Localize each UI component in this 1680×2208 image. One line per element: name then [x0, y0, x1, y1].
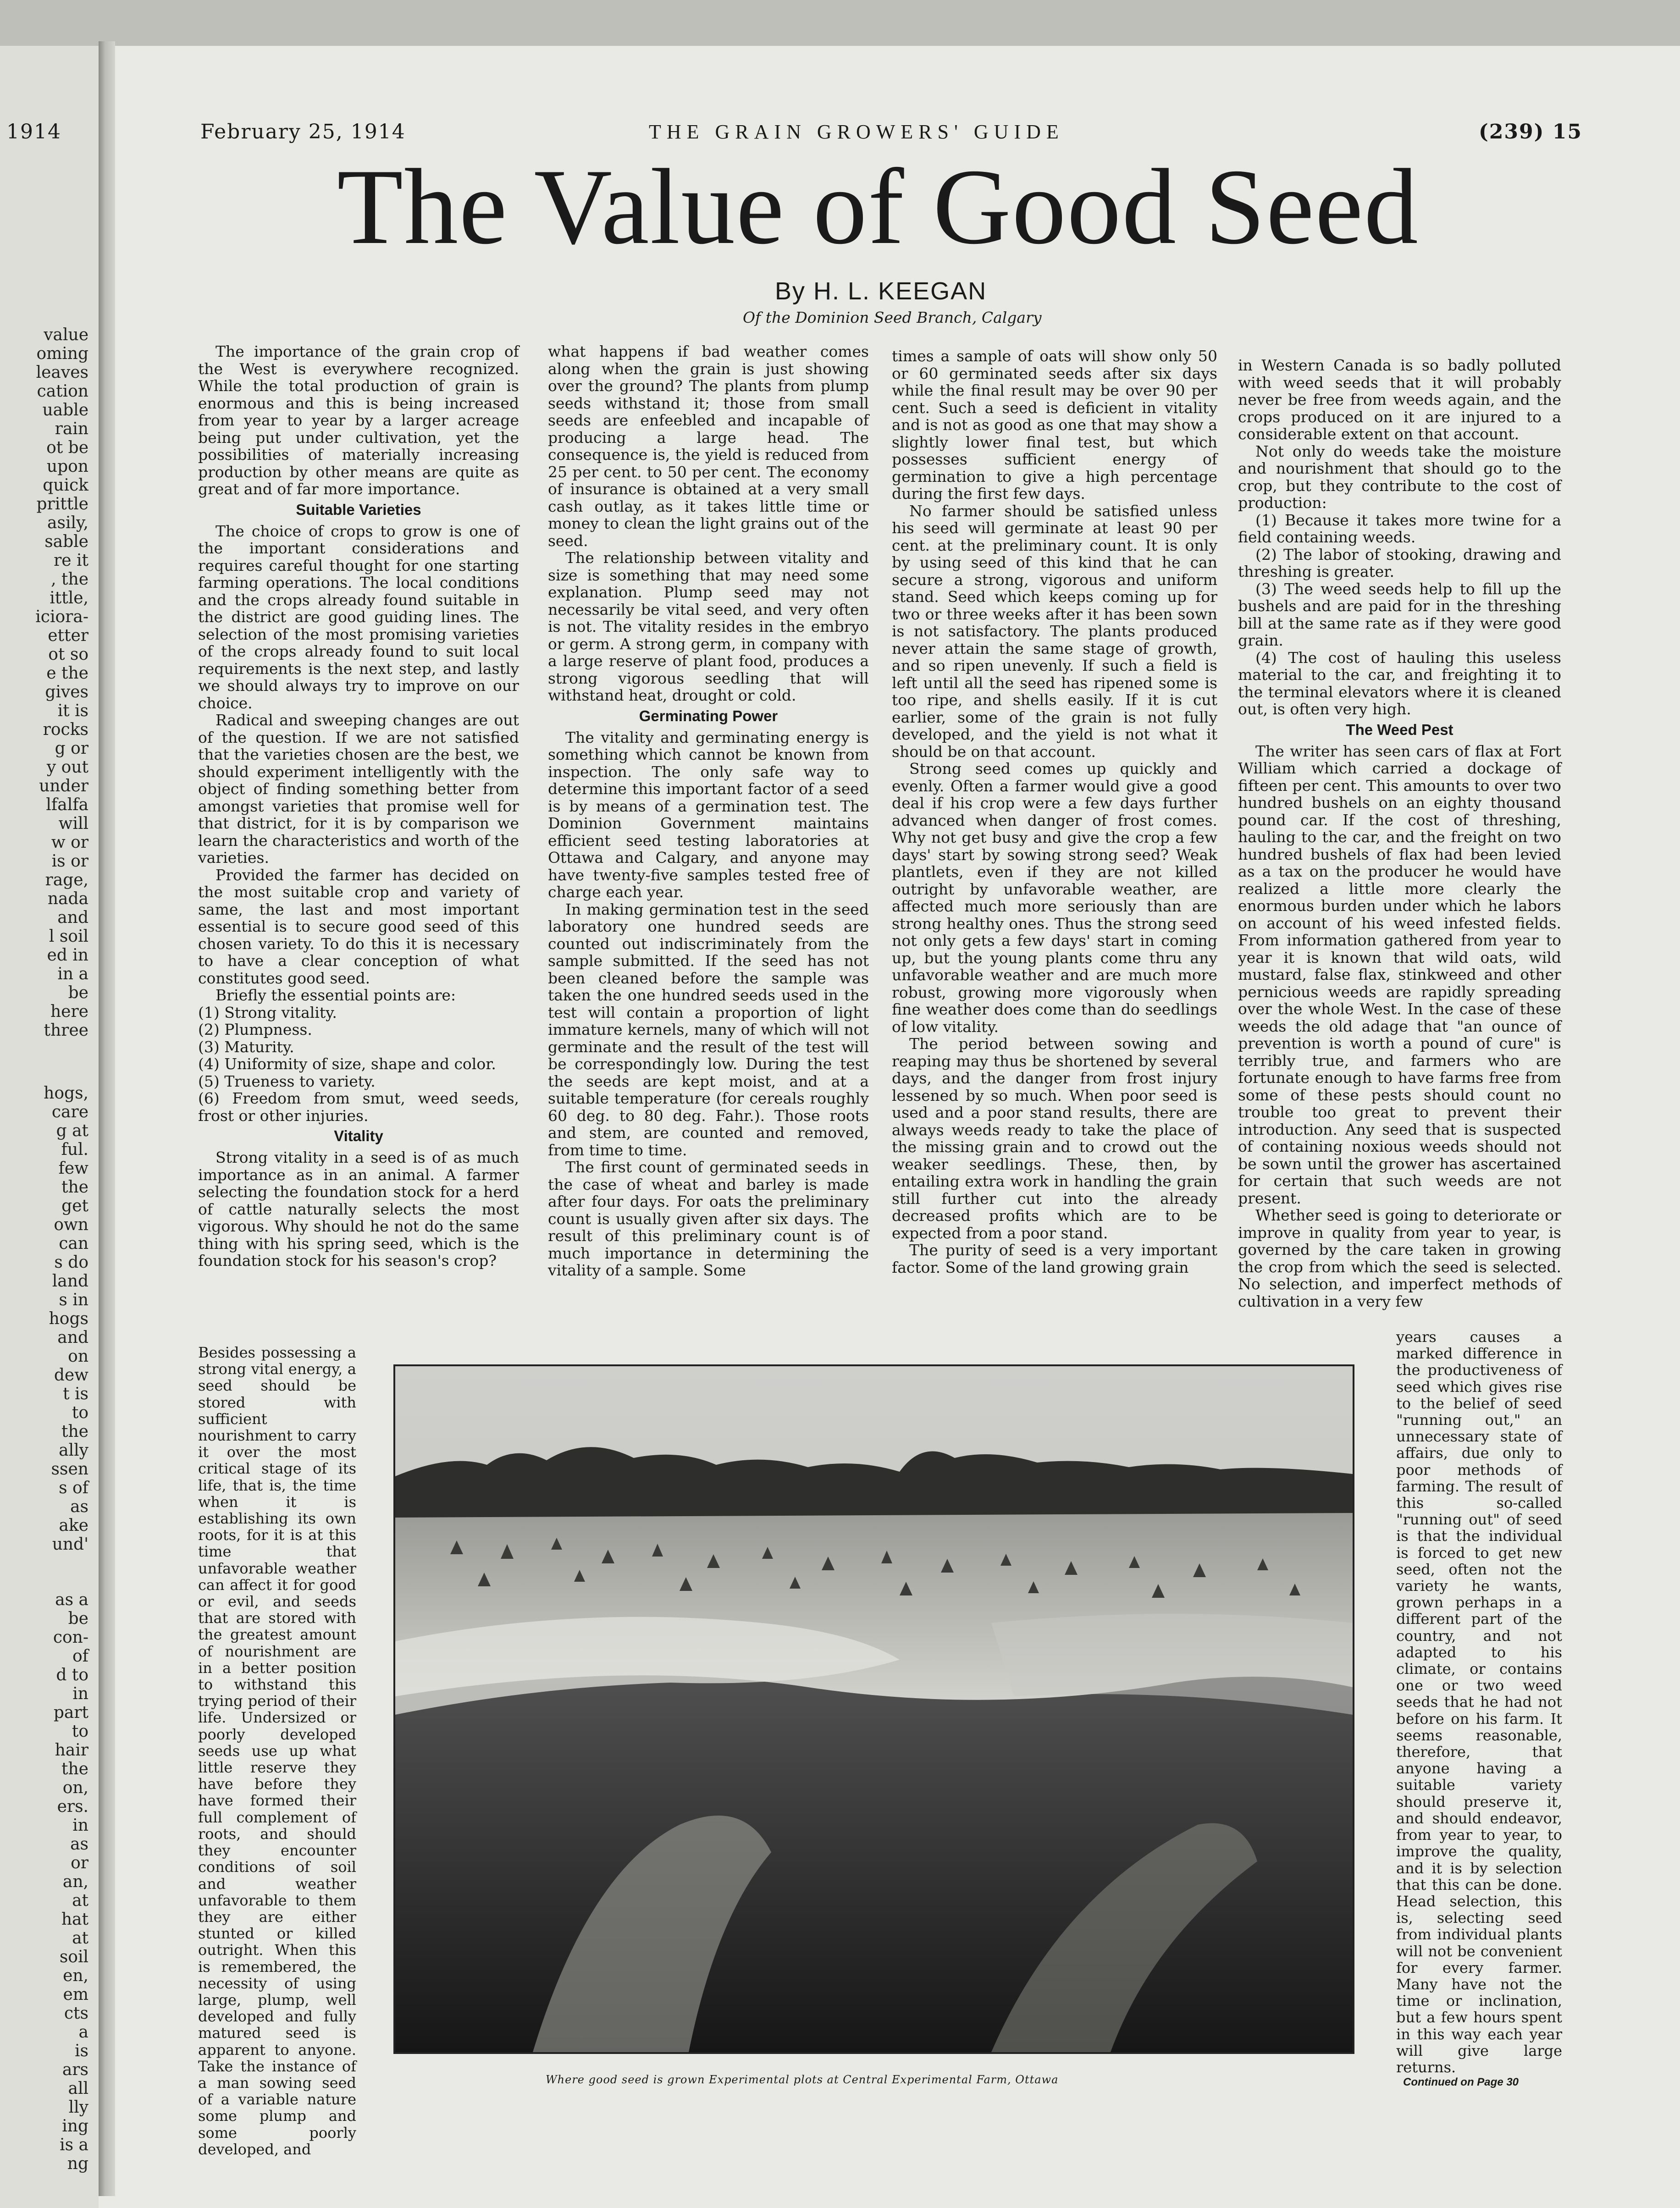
column-3 — [892, 348, 1217, 1276]
previous-page-fragment: and — [57, 908, 88, 927]
previous-page-fragment: in a — [57, 965, 88, 983]
previous-page-fragment: hat — [61, 1910, 88, 1929]
previous-page-fragment: ars — [62, 2060, 88, 2079]
previous-page-fragment: etter — [48, 626, 88, 645]
previous-page-fragment: as — [70, 1497, 88, 1516]
previous-page-fragment: is or — [51, 852, 88, 871]
list-item: (1) Strong vitality. — [198, 1003, 337, 1021]
previous-page-fragment: value — [44, 326, 88, 344]
previous-page-fragment: ful. — [61, 1140, 88, 1159]
paragraph: The first count of germinated seeds in the case of wheat and barley is made after four days. For oats the preliminary count is usually given after six days. The result of this preliminary count is of much importance in determining the vitality of a sample. Some — [548, 1158, 869, 1279]
previous-page-fragment: re it — [54, 551, 88, 570]
previous-page-fragment: to — [72, 1403, 88, 1422]
previous-page-fragment: own — [54, 1215, 88, 1234]
previous-page-fragment: dew — [54, 1366, 88, 1385]
previous-page-fragment: t is — [63, 1385, 88, 1403]
paragraph: Besides possessing a strong vital energy, a seed should be stored with sufficient nourishment to carry it over the most critical stage of its life, that is, the time when it is establishing its own roots, for it is at this time that unfavorable weather can affect it for good or evil, and seeds that are stored with the greatest amount of nourishment are in a better position to withstand this trying period of their life. Undersized or poorly developed seeds use up what little reserve they have before they have formed their full complement of roots, and should they encounter conditions of soil and weather unfavorable to them they are either stunted or killed outright. When this is remembered, the necessity of using large, plump, well developed and fully matured seed is apparent to anyone. Take the instance of a man sowing seed of a variable nature some plump and some poorly developed, and — [198, 1344, 356, 2158]
previous-page-fragment: upon — [46, 457, 88, 476]
paragraph: times a sample of oats will show only 50 or 60 germinated seeds after six days while the final result may be over 90 per cent. Such a seed is deficient in vitality and is not as good as one that may show a slightly lower final test, but which possesses sufficient energy of germination to give a high percentage during the first few days. — [892, 347, 1217, 502]
heading-germinating-power: Germinating Power — [639, 707, 778, 724]
previous-page-fragment: can — [59, 1234, 88, 1253]
previous-page-fragment: oming — [36, 344, 88, 363]
paragraph: No farmer should be satisfied unless his seed will germinate at least 90 per cent. at the preliminary count. It is only by using seed of this kind that he can secure a strong, vigorous and uniform stand. Seed which keeps coming up for two or three weeks after it has been sown is not satisfactory. The plants produced never attain the same stage of growth, and so ripen unevenly. If such a field is left until all the seed has ripened some is too ripe, and shells easily. If it is cut earlier, some of the grain is not fully developed, and the yield is not what it should be on that account. — [892, 502, 1217, 761]
previous-page-fragment: uable — [42, 401, 88, 420]
previous-page-fragment: asily, — [47, 513, 88, 532]
paragraph: Not only do weeds take the moisture and nourishment that should go to the crop, but they contribute to the cost of production: — [1238, 442, 1561, 512]
previous-page-fragment: iciora- — [35, 607, 88, 626]
previous-page-fragment: en, — [63, 1966, 88, 1985]
list-item: (1) Because it takes more twine for a field containing weeds. — [1238, 511, 1561, 546]
previous-page-fragment: cts — [64, 2004, 88, 2023]
continued-notice: Continued on Page 30 — [1403, 2076, 1519, 2088]
previous-page-fragment: quick — [43, 476, 88, 495]
heading-weed-pest: The Weed Pest — [1346, 721, 1453, 738]
previous-page-fragment: as a — [55, 1590, 88, 1609]
previous-page-fragment: hogs, — [44, 1084, 88, 1103]
previous-page-fragment: leaves — [36, 363, 88, 382]
previous-page-fragment: in — [72, 1684, 88, 1703]
previous-page-fragment: will — [58, 814, 88, 833]
list-intro: Briefly the essential points are: — [216, 986, 456, 1004]
column-1-continued — [198, 1344, 356, 2158]
previous-page-fragment: em — [63, 1985, 88, 2004]
previous-page-strip — [0, 46, 99, 2208]
previous-page-fragment: and — [57, 1328, 88, 1347]
previous-page-fragment: land — [52, 1272, 88, 1291]
previous-page-fragment: all — [68, 2079, 88, 2098]
author-affiliation: Of the Dominion Seed Branch, Calgary — [743, 309, 1042, 326]
previous-page-fragment: rocks — [43, 720, 88, 739]
paragraph: Strong seed comes up quickly and evenly. Often a farmer would give a good deal if his crop were a few days further advanced when danger of frost comes. Why not get busy and give the crop a few days' start by sowing strong seed? Weak plantlets, even if they are not killed outright by unfavorable weather, are affected much more seriously than are strong healthy ones. Thus the strong seed not only gets a few days' start in coming up, but the young plants come thru any unfavorable weather and are much more robust, growing more vigorously when fine weather does come than do seedlings of low vitality. — [892, 760, 1217, 1036]
photo-caption: Where good seed is grown Experimental plots at Central Experimental Farm, Ottawa — [546, 2073, 1059, 2086]
previous-page-fragment: e the — [46, 664, 88, 683]
paragraph: what happens if bad weather comes along when the grain is just showing over the ground? The plants from plump seeds withstand it; those from small seeds are enfeebled and incapable of producing a large head. The consequence is, the yield is reduced from 25 per cent. to 50 per cent. The economy of insurance is obtained at a very small cash outlay, as it takes little time or money to clean the light grains out of the seed. — [548, 342, 869, 550]
previous-page-fragment: three — [44, 1021, 88, 1040]
previous-page-fragment: ing — [62, 2117, 88, 2136]
paragraph: Provided the farmer has decided on the most suitable crop and variety of same, the last and most important essential is to secure good seed of this chosen variety. To do this it is necessary to have a clear conception of what constitutes good seed. — [198, 866, 519, 987]
list-item: (4) The cost of hauling this useless material to the car, and freighting it to the terminal elevators where it is cleaned out, is often very high. — [1238, 648, 1561, 718]
previous-page-fragment: is — [75, 2042, 88, 2060]
previous-page-fragment: hair — [55, 1741, 88, 1760]
paragraph: Strong vitality in a seed is of as much importance as in an animal. A farmer selecting the foundation stock for a herd of cattle naturally selects the most vigorous. Why should he not do the same thing with his spring seed, which is the foundation stock for his season's crop? — [198, 1148, 519, 1270]
scan-top-margin — [0, 0, 1680, 46]
previous-page-fragment: the — [61, 1760, 88, 1778]
previous-page-fragment: w or — [51, 833, 88, 852]
list-item: (4) Uniformity of size, shape and color. — [198, 1055, 496, 1073]
previous-page-fragment: at — [72, 1891, 88, 1910]
previous-page-fragment: s do — [54, 1253, 88, 1272]
heading-suitable-varieties: Suitable Varieties — [296, 501, 421, 518]
previous-page-fragment: s of — [59, 1479, 88, 1497]
previous-page-fragment: ers. — [57, 1797, 88, 1816]
paragraph: in Western Canada is so badly polluted with weed seeds that it will probably never be free from weeds again, and the crops produced on it are injured to a considerable extent on that account. — [1238, 356, 1561, 443]
previous-page-fragment: or — [71, 1854, 88, 1872]
previous-page-fragment: lfalfa — [46, 795, 88, 814]
previous-page-fragment: gives — [45, 683, 88, 701]
previous-page-fragment: here — [50, 1002, 88, 1021]
previous-page-fragment: on, — [62, 1778, 88, 1797]
column-1 — [198, 343, 519, 1270]
list-item: (2) Plumpness. — [198, 1021, 312, 1038]
list-item: (2) The labor of stooking, drawing and threshing is greater. — [1238, 545, 1561, 580]
paragraph: years causes a marked difference in the productiveness of seed which gives rise to the belief of seed "running out," an unnecessary state of affairs, due only to poor methods of farming. The result of this so-called "running out" of seed is that the individual is forced to get new seed, often not the variety he wants, grown perhaps in a different part of the country, and not adapted to his climate, or contains one or two weed seeds that he had not before on his farm. It seems reasonable, therefore, that anyone having a suitable variety should preserve it, and should endeavor, from year to year, to improve the quality, and it is by selection that this can be done. Head selection, this is, selecting seed from individual plants will not be convenient for every farmer. Many have not the time or inclination, but a few hours spent in this way each year will give large returns. — [1396, 1328, 1562, 2076]
previous-page-fragment: of — [72, 1647, 88, 1666]
previous-page-fragment: part — [53, 1703, 88, 1722]
previous-page-fragment: con- — [53, 1628, 88, 1647]
previous-page-fragment: in — [72, 1816, 88, 1835]
previous-page-text-fragments — [0, 46, 99, 2173]
intro-paragraph: The importance of the grain crop of the West is everywhere recognized. While the total production of grain is enormous and this is being increased from year to year by a larger acreage being put under cultivation, yet the possibilities of materially increasing production by other means are quite as great and of far more importance. — [198, 342, 519, 498]
previous-page-fragment: under — [39, 777, 88, 795]
previous-page-fragment: prittle — [36, 495, 88, 513]
previous-page-fragment: g at — [56, 1121, 88, 1140]
publication-name: THE GRAIN GROWERS' GUIDE — [649, 121, 1064, 143]
previous-page-fragment: care — [51, 1103, 88, 1121]
previous-page-fragment: be — [68, 983, 88, 1002]
article-byline: By H. L. KEEGAN — [775, 277, 987, 305]
paragraph: The vitality and germinating energy is something which cannot be known from inspection. The only safe way to determine this important factor of a seed is by means of a germination test. The Dominion Government maintains efficient seed testing laboratories at Ottawa and Calgary, and anyone may have twenty-five samples tested free of charge each year. — [548, 728, 869, 901]
heading-vitality: Vitality — [334, 1127, 383, 1144]
paragraph: The writer has seen cars of flax at Fort William which carried a dockage of fifteen per cent. This amounts to over two hundred bushels on an eighty thousand pound car. If the cost of threshing, hauling to the car, and the freight on two hundred bushels of flax had been levied as a tax on the producer he would have realized a little more clearly the enormous burden under which he labors on account of his weed infested fields. From information gathered from year to year it is known that wild oats, wild mustard, false flax, stinkweed and other pernicious weeds are rapidly spreading over the whole West. In the case of these weeds the old adage that "an ounce of prevention is worth a pound of cure" is terribly true, and farmers who are fortunate enough to have farms free from some of these pests should count no trouble too great to prevent their introduction. Any seed that is suspected of containing noxious weeds should not be sown until the grower has ascertained for certain that such weeds are not present. — [1238, 742, 1561, 1207]
paragraph: The purity of seed is a very important factor. Some of the land growing grain — [892, 1241, 1217, 1276]
previous-page-fragment: is a — [60, 2136, 88, 2154]
previous-page-fragment: ed in — [47, 946, 88, 965]
previous-page-fragment: the — [61, 1422, 88, 1441]
previous-page-fragment: at — [72, 1929, 88, 1948]
previous-page-fragment: sable — [44, 532, 88, 551]
previous-page-fragment: a — [78, 2023, 88, 2042]
previous-page-fragment: d to — [56, 1666, 88, 1684]
field-photograph — [393, 1364, 1354, 2054]
previous-page-fragment: ittle, — [50, 589, 88, 607]
previous-page-fragment: ally — [59, 1441, 88, 1460]
previous-page-fragment: an, — [62, 1872, 88, 1891]
list-item: (6) Freedom from smut, weed seeds, frost or other injuries. — [198, 1089, 519, 1125]
paragraph: Radical and sweeping changes are out of the question. If we are not satisfied that the varieties chosen are the best, we should experiment intelligently with the object of finding something better from amongst varieties that promise well for that district, for it is by comparison we learn the characteristics and worth of the varieties. — [198, 711, 519, 867]
previous-page-fragment: nada — [47, 889, 88, 908]
previous-page-fragment: few — [58, 1159, 88, 1178]
previous-page-fragment: rain — [55, 420, 88, 438]
paragraph: The relationship between vitality and size is something that may need some explanation. Plump seed may not necessarily be vital seed, and very often is not. The vitality resides in the embryo or germ. A strong germ, in company with a large reserve of plant food, produces a strong vigorous seedling that will withstand heat, drought or cold. — [548, 549, 869, 704]
previous-page-fragment: ng — [67, 2154, 88, 2173]
paragraph: The period between sowing and reaping may thus be shortened by several days, and the danger from frost injury lessened by so much. When poor seed is used and a poor stand results, there are always weeds ready to take the place of the missing grain and to crowd out the weaker seedlings. These, then, by entailing extra work in handling the grain still further cut into the already decreased profits which are to be expected from a poor stand. — [892, 1035, 1217, 1242]
article-title: The Value of Good Seed — [337, 147, 1419, 267]
previous-page-fragment: ot be — [46, 438, 88, 457]
page-number: (239) 15 — [1479, 120, 1583, 144]
page-binding-gutter — [99, 41, 115, 2196]
column-4-continued — [1396, 1329, 1562, 2076]
previous-page-fragment: l soil — [49, 927, 88, 946]
previous-page-fragment: it is — [57, 701, 88, 720]
list-item: (3) Maturity. — [198, 1038, 294, 1056]
list-item: (5) Trueness to variety. — [198, 1072, 376, 1090]
previous-page-fragment: s in — [59, 1291, 88, 1309]
issue-date: February 25, 1914 — [200, 120, 406, 144]
previous-page-fragment: soil — [59, 1948, 88, 1966]
paragraph: The choice of crops to grow is one of the important considerations and requires careful thought for one starting farming operations. The local conditions and the crops already found suitable in the district are good guiding lines. The selection of the most promising varieties of the crops already found to suit local requirements is the next step, and lastly we should always try to improve on our choice. — [198, 522, 519, 712]
field-photograph-image — [395, 1366, 1353, 2052]
previous-page-fragment: lly — [68, 2098, 88, 2117]
previous-page-fragment: hogs — [49, 1309, 88, 1328]
previous-page-fragment: on — [68, 1347, 88, 1366]
previous-page-fragment: as — [70, 1835, 88, 1854]
previous-page-fragment: ake — [59, 1516, 88, 1535]
previous-page-fragment: cation — [37, 382, 88, 401]
previous-page-fragment: the — [61, 1178, 88, 1197]
paragraph: Whether seed is going to deteriorate or improve in quality from year to year, is governed by the care taken in growing the crop from which the seed is selected. No selection, and imperfect methods of cultivation in a very few — [1238, 1206, 1561, 1310]
previous-page-fragment: , the — [51, 570, 88, 589]
previous-page-fragment: und' — [52, 1535, 88, 1554]
column-4 — [1238, 357, 1561, 1310]
column-2 — [548, 343, 869, 1279]
previous-page-fragment: ssen — [51, 1460, 88, 1479]
paragraph: In making germination test in the seed laboratory one hundred seeds are counted out indiscriminately from the sample submitted. If the seed has not been cleaned before the sample was taken the one hundred seeds used in the test will contain a proportion of light immature kernels, many of which will not germinate and the result of the test will be correspondingly low. During the test the seeds are kept moist, and at a suitable temperature (for cereals roughly 60 deg. to 80 deg. Fahr.). Those roots and stem, are counted and removed, from time to time. — [548, 900, 869, 1159]
previous-page-fragment: get — [61, 1197, 88, 1215]
previous-page-fragment: y out — [46, 758, 88, 777]
previous-page-fragment: be — [68, 1609, 88, 1628]
previous-page-fragment: g or — [55, 739, 88, 758]
previous-page-year: 1914 — [6, 120, 61, 144]
previous-page-fragment: to — [72, 1722, 88, 1741]
previous-page-fragment: rage, — [45, 871, 88, 889]
previous-page-fragment: ot so — [48, 645, 88, 664]
list-item: (3) The weed seeds help to fill up the bushels and are paid for in the threshing bill at the same rate as if they were good grain. — [1238, 580, 1561, 649]
